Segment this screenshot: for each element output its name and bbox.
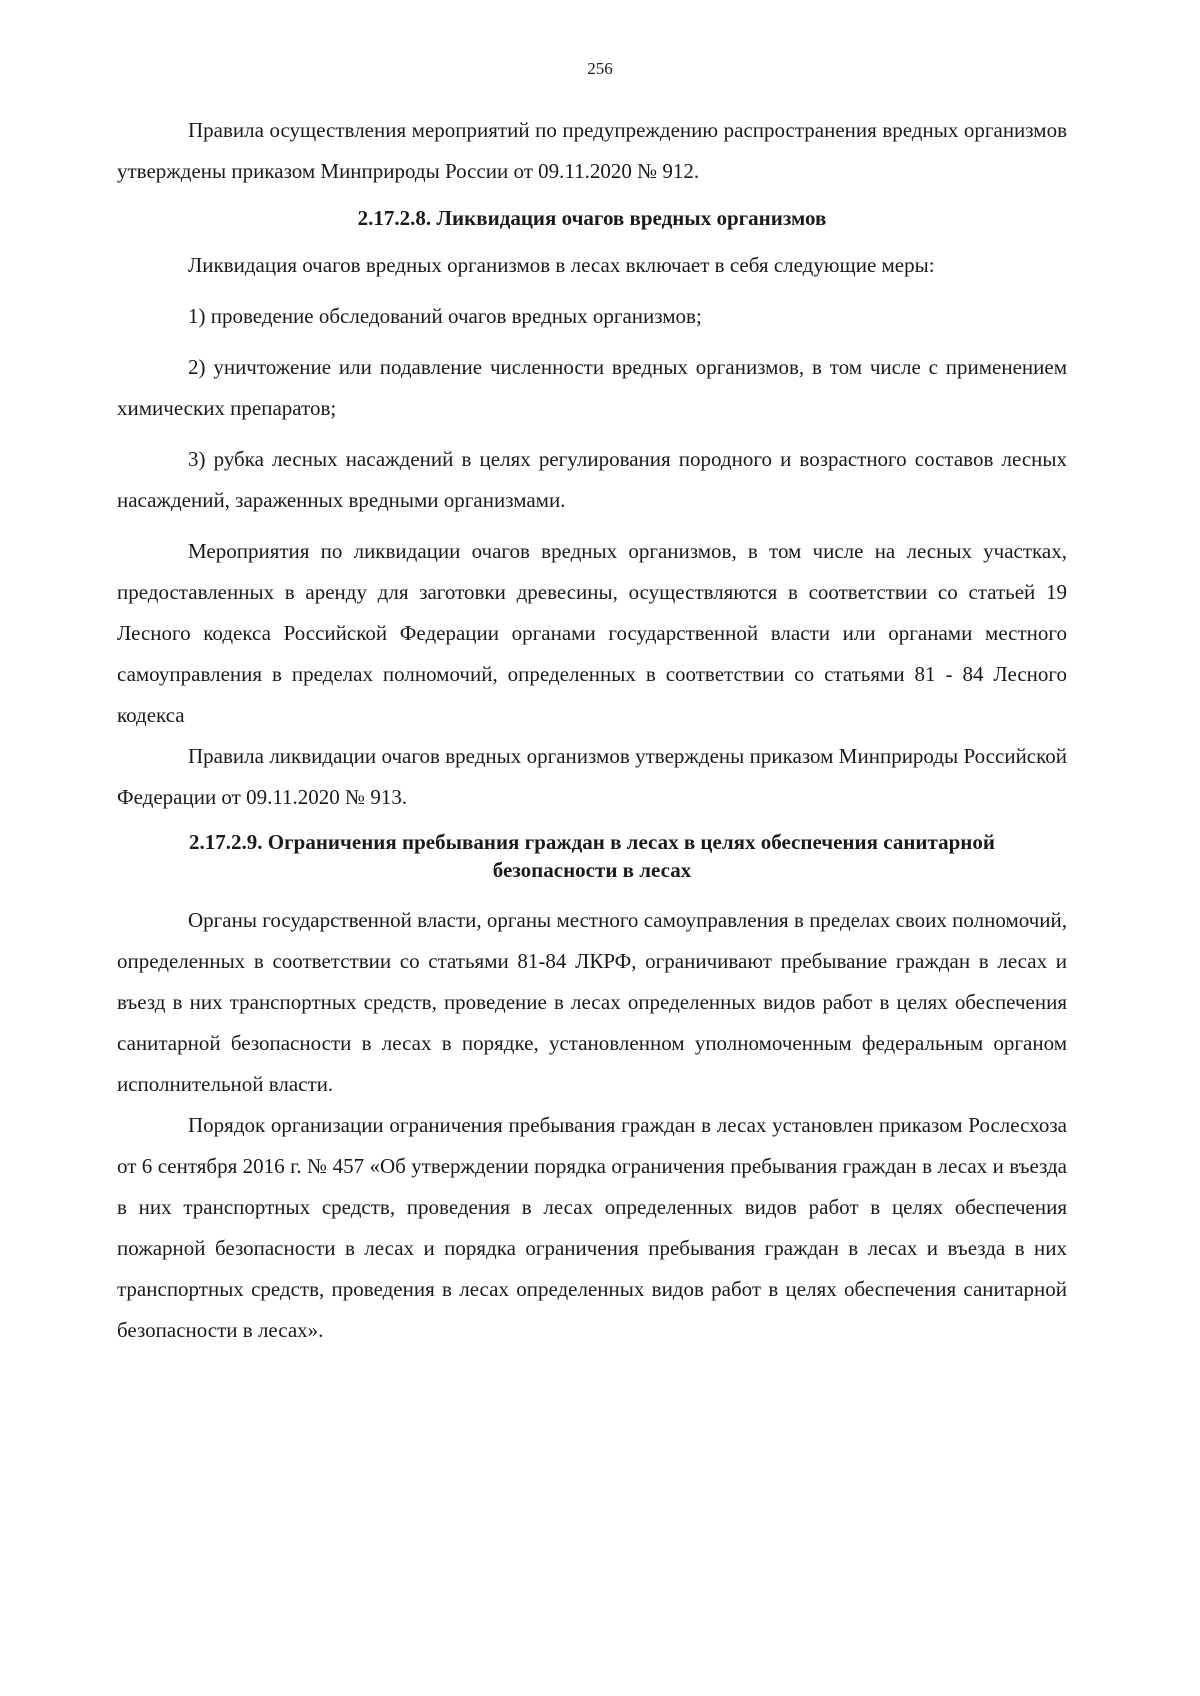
paragraph-restriction-order: Порядок организации ограничения пребывания граждан в лесах установлен приказом Рослесхоза от 6 сентября 2016 г. № 457 «Об утверждении порядка ограничения пребывания граждан в лесах и въезда в них транспортных средств, проведения в лесах определенных видов работ в целях обеспечения пожарной безопасности в лесах и порядка ограничения пребывания граждан в лесах и въезда в них транспортных средств, проведения в лесах определенных видов работ в целях обеспечения санитарной безопасности в лесах». <box>117 1113 1067 1342</box>
paragraph-measures-intro: Ликвидация очагов вредных организмов в лесах включает в себя следующие меры: <box>188 253 935 277</box>
paragraph-authorities-restrictions: Органы государственной власти, органы местного самоуправления в пределах своих полномочий, определенных в соответствии со статьями 81-84 ЛКРФ, ограничивают пребывание граждан в лесах и въезд в них транспортных средств, проведение в лесах определенных видов работ в целях обеспечения санитарной безопасности в лесах в порядке, установленном уполномоченным федеральным органом исполнительной власти. <box>117 908 1067 1096</box>
section-heading-line-2: безопасности в лесах <box>492 858 692 882</box>
paragraph-liquidation-measures: Мероприятия по ликвидации очагов вредных организмов, в том числе на лесных участках, предоставленных в аренду для заготовки древесины, осуществляются в соответствии со статьей 19 Лесного кодекса Российской Федерации органами государственной власти или органами местного самоуправления в пределах полномочий, определенных в соответствии со статьями 81 - 84 Лесного кодекса <box>117 539 1067 727</box>
section-heading-2-17-2-9 <box>117 828 1067 884</box>
list-item-2: 2) уничтожение или подавление численности вредных организмов, в том числе с применением химических препаратов; <box>117 355 1067 420</box>
document-body <box>117 110 1067 1361</box>
paragraph-liquidation-rules: Правила ликвидации очагов вредных организмов утверждены приказом Минприроды Российской Федерации от 09.11.2020 № 913. <box>117 744 1067 809</box>
page-number: 256 <box>587 59 613 78</box>
section-heading-line-1: 2.17.2.9. Ограничения пребывания граждан в лесах в целях обеспечения санитарной <box>189 830 995 854</box>
paragraph-rules-prevention: Правила осуществления мероприятий по предупреждению распространения вредных организмов утверждены приказом Минприроды России от 09.11.2020 № 912. <box>117 118 1067 183</box>
section-heading-2-17-2-8: 2.17.2.8. Ликвидация очагов вредных организмов <box>357 206 827 230</box>
list-item-3: 3) рубка лесных насаждений в целях регулирования породного и возрастного составов лесных насаждений, зараженных вредными организмами. <box>117 447 1067 512</box>
list-item-1: 1) проведение обследований очагов вредных организмов; <box>188 304 702 328</box>
